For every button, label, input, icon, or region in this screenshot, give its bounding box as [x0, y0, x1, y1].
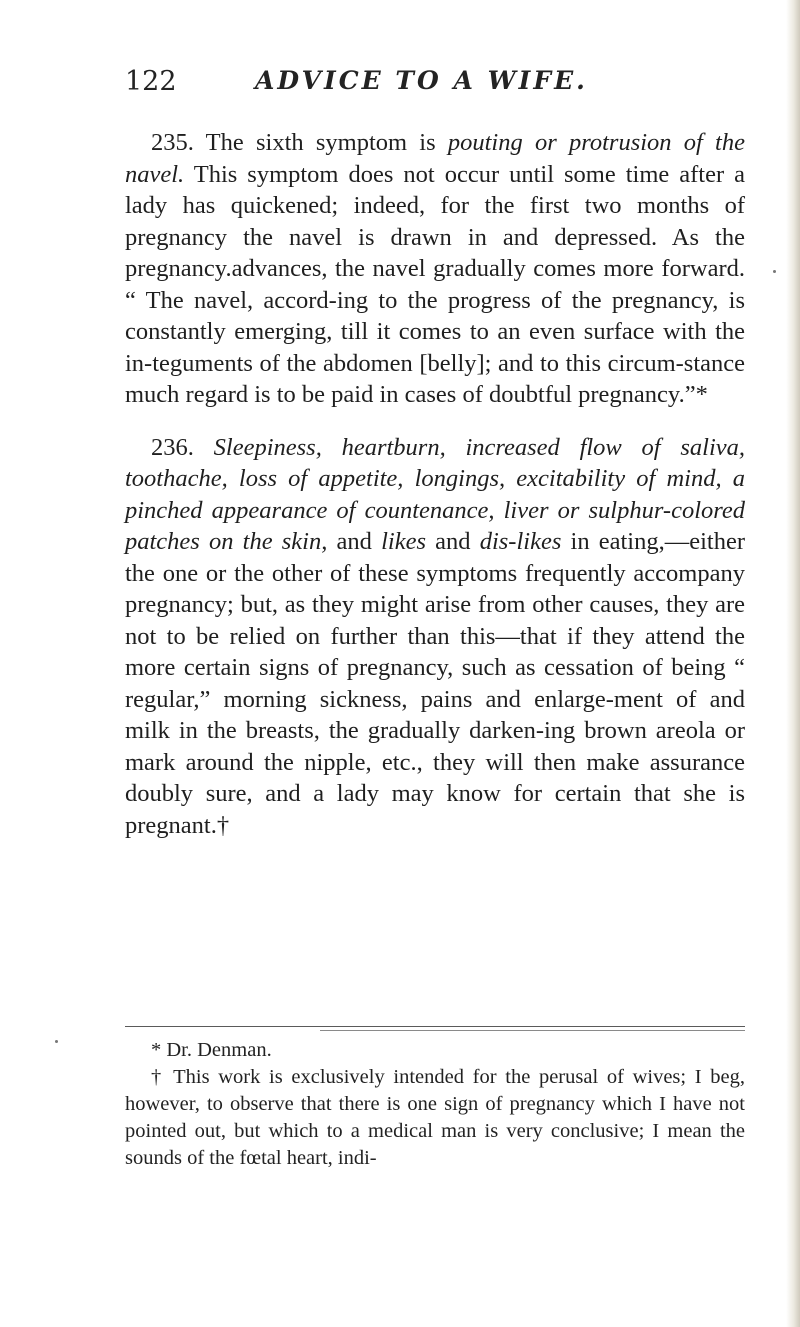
- body-text: [125, 127, 745, 841]
- footnote-rule-secondary: [320, 1030, 745, 1031]
- paragraph-236-italic-likes: likes: [381, 528, 426, 555]
- paragraph-236: [125, 432, 745, 842]
- paragraph-235-italic: pouting or protrusion of the navel.: [125, 129, 745, 188]
- paragraph-236-and-1: and: [327, 528, 382, 555]
- paragraph-235-text: 235. The sixth symptom is: [151, 129, 448, 156]
- paragraph-236-and-2: and: [425, 528, 480, 555]
- page-edge-shadow: [786, 0, 800, 1327]
- paragraph-236-number: 236.: [151, 433, 214, 461]
- print-speck: [773, 270, 776, 273]
- footnote-rule: [125, 1026, 745, 1027]
- paragraph-236-italic-dislikes: dis-likes: [479, 528, 562, 555]
- page-number: 122: [125, 66, 177, 97]
- page-header: [125, 66, 745, 106]
- footnote-dagger: † This work is exclusively intended for the perusal of wives; I beg, however, to observe that there is one sign of pregnancy which I have not pointed out, but which to a medical man is very conclusive; I mean the sounds of the fœtal heart, indi-: [125, 1066, 745, 1169]
- paragraph-236-text-cont: in eating,—either the one or the other of these symptoms frequently accompany pregnancy; but, as they might arise from other causes, they are not to be relied on further than this—that if they attend the more certain signs of pregnancy, such as cessation of being “ regular,” morning sickness, pains and enlarge-ment of and milk in the breasts, the gradually darken-ing brown areola or mark around the nipple, etc., they will then make assurance doubly sure, and a lady may know for certain that she is pregnant.†: [125, 528, 746, 839]
- footnote-star: * Dr. Denman.: [151, 1039, 272, 1061]
- paragraph-235: [125, 127, 745, 411]
- paragraph-235-text-cont: This symptom does not occur until some time after a lady has quickened; indeed, for the first two months of pregnancy the navel is drawn in and depressed. As the pregnancy.advances, the navel gradually comes more forward. “ The navel, accord-ing to the progress of the pregnancy, is constantly emerging, till it comes to an even surface with the in-teguments of the abdomen [belly]; and to this circum-stance much regard is to be paid in cases of doubtful pregnancy.”*: [125, 160, 745, 408]
- print-speck: [55, 1040, 58, 1043]
- running-head: ADVICE TO A WIFE.: [255, 66, 588, 95]
- footnotes: [125, 1037, 745, 1172]
- paragraph-236-italic-symptoms: Sleepiness, heartburn, increased flow of saliva, toothache, loss of appetite, longings, excitability of mind, a pinched appearance of countenance, liver or sulphur-colored patches on the skin,: [125, 433, 745, 555]
